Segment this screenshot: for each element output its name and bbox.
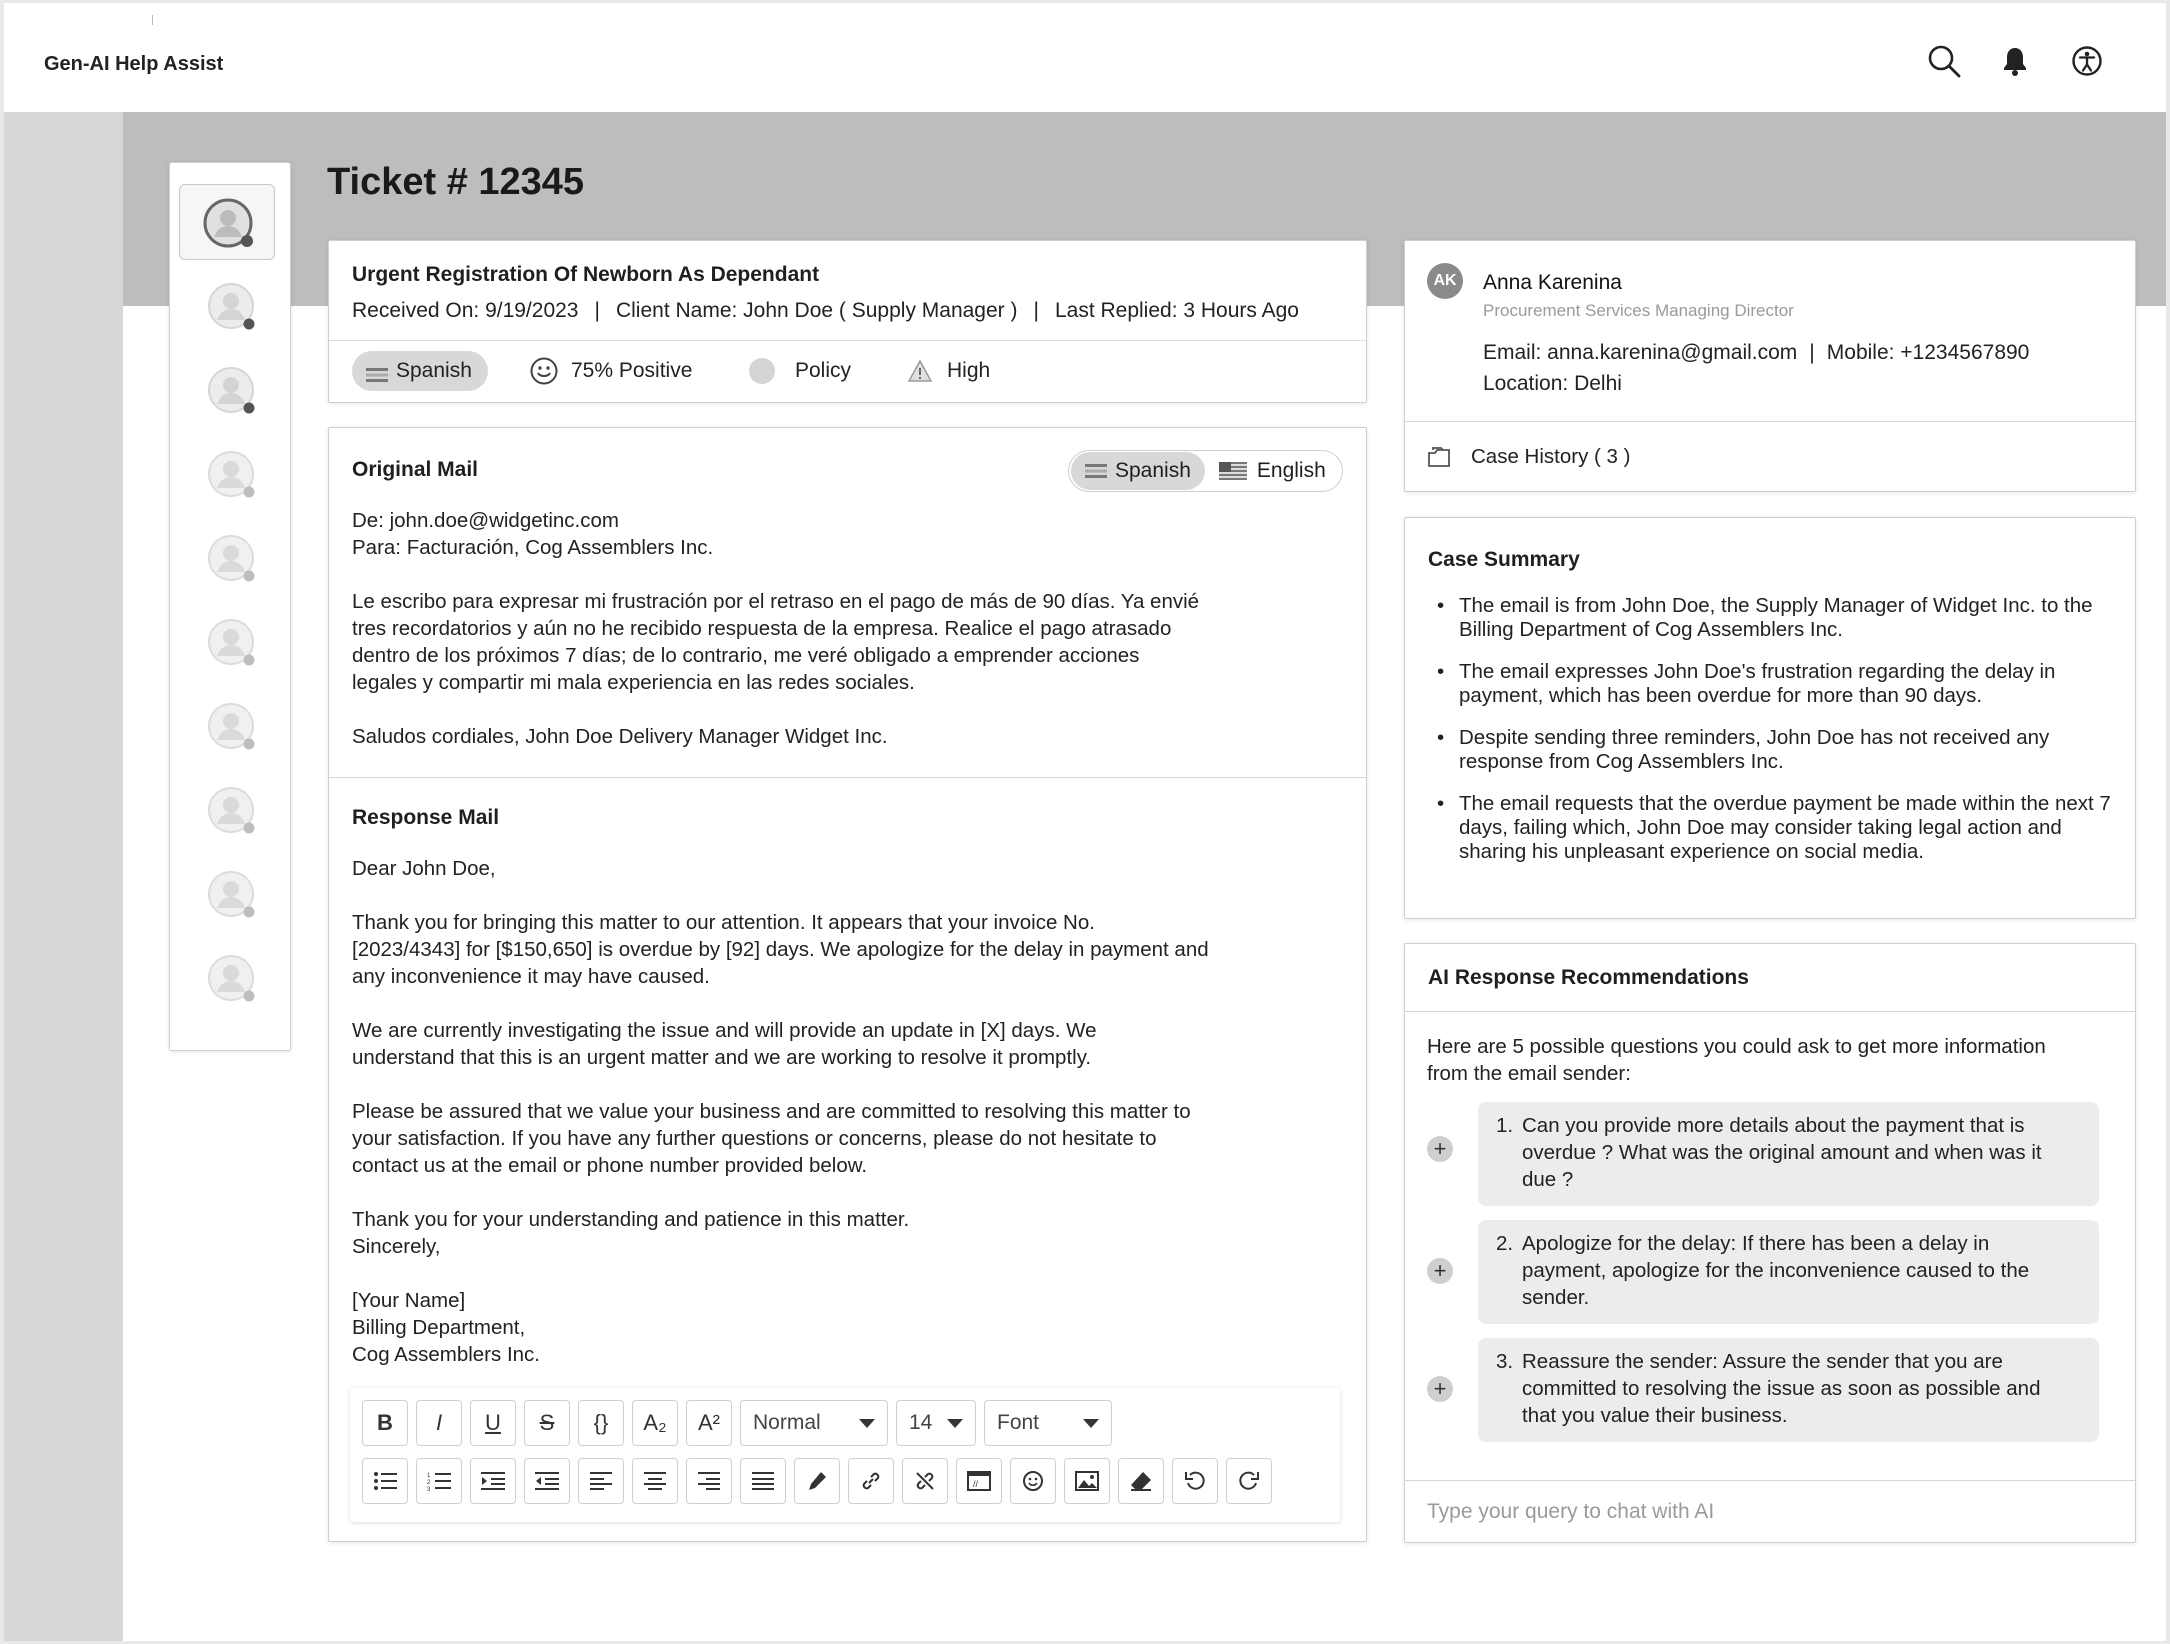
contact-email: Email: anna.karenina@gmail.com <box>1483 341 1798 364</box>
rec-number: 3. <box>1496 1350 1514 1373</box>
chevron-down-icon <box>1083 1419 1099 1428</box>
clear-format-button[interactable] <box>1118 1458 1164 1504</box>
align-center-button[interactable] <box>632 1458 678 1504</box>
numbered-list-button[interactable] <box>416 1458 462 1504</box>
recommendation-2[interactable] <box>1478 1220 2099 1324</box>
add-recommendation-3-button[interactable]: + <box>1427 1376 1453 1402</box>
page-title: Ticket # 12345 <box>327 161 585 203</box>
contact-separator: | <box>1809 341 1815 364</box>
category-tag <box>749 351 851 391</box>
agent-avatar-8[interactable] <box>207 786 255 834</box>
emoji-button[interactable] <box>1010 1458 1056 1504</box>
original-to: Para: Facturación, Cog Assemblers Inc. <box>352 536 714 559</box>
meta-separator: | <box>1033 299 1039 322</box>
justify-icon <box>752 1471 774 1491</box>
top-divider <box>152 15 153 25</box>
ticket-header-card <box>328 240 1367 403</box>
numbered-list-icon <box>427 1471 451 1491</box>
contact-mobile: Mobile: +1234567890 <box>1826 341 2030 364</box>
left-strip <box>4 112 123 1641</box>
align-right-icon <box>698 1471 720 1491</box>
chat-input-area <box>1405 1480 2135 1542</box>
original-body: Le escribo para expresar mi frustración por el retraso en el pago de más de 90 días. Ya envié tres recordatorios y aún no he recibido respuesta de la empresa. Realice el pago atrasado dentro de los próximos 7 días; de lo contrario, me veré obligado a emprender acciones legales y compartir mi mala experiencia en las redes sociales. <box>352 590 1200 694</box>
highlight-button[interactable] <box>794 1458 840 1504</box>
flag-icon <box>1085 464 1107 478</box>
outdent-icon <box>535 1471 559 1491</box>
agent-avatar-7[interactable] <box>207 702 255 750</box>
recommendation-3[interactable] <box>1478 1338 2099 1442</box>
agent-avatar-10[interactable] <box>207 954 255 1002</box>
agent-rail <box>169 162 291 1051</box>
rec-text: Apologize for the delay: If there has been a delay in payment, apologize for the inconvenience caused to the sender. <box>1522 1232 2030 1309</box>
image-icon <box>1075 1471 1099 1491</box>
image-button[interactable] <box>1064 1458 1110 1504</box>
agent-avatar-3[interactable] <box>207 366 255 414</box>
chevron-down-icon <box>947 1419 963 1428</box>
agent-avatar-9[interactable] <box>207 870 255 918</box>
link-button[interactable] <box>848 1458 894 1504</box>
category-tag-label: Policy <box>795 359 852 382</box>
language-tag <box>352 351 488 391</box>
align-left-icon <box>590 1471 612 1491</box>
undo-icon <box>1184 1470 1206 1492</box>
emoji-icon <box>1022 1470 1044 1492</box>
ai-recs-divider <box>1405 1011 2135 1012</box>
subscript-button[interactable]: A₂ <box>632 1400 678 1446</box>
paragraph-style-select[interactable] <box>740 1400 888 1446</box>
chat-input[interactable] <box>1427 1497 2087 1527</box>
font-value: Font <box>997 1411 1040 1434</box>
case-summary-title: Case Summary <box>1428 548 1580 571</box>
pen-icon <box>806 1470 828 1492</box>
case-history-link[interactable] <box>1427 441 1630 473</box>
ticket-subject: Urgent Registration Of Newborn As Dependant <box>352 263 820 286</box>
bell-icon[interactable] <box>1995 41 2035 81</box>
toggle-spanish[interactable] <box>1071 452 1205 490</box>
chevron-down-icon <box>859 1419 875 1428</box>
underline-button[interactable]: U <box>470 1400 516 1446</box>
response-mail-title: Response Mail <box>352 806 500 829</box>
contact-name: Anna Karenina <box>1483 271 1622 294</box>
redo-icon <box>1238 1470 1260 1492</box>
summary-item: • The email requests that the overdue payment be made within the next 7 days, failing which, John Doe may consider taking legal action and sharing his unpleasant experience on social media. <box>1428 792 2118 864</box>
summary-item: • The email is from John Doe, the Supply Manager of Widget Inc. to the Billing Department of Cog Assemblers Inc. <box>1428 594 2118 642</box>
app-page <box>4 3 2166 1641</box>
folder-icon <box>1427 445 1457 469</box>
contact-divider <box>1405 421 2135 422</box>
svg-text:3: 3 <box>427 1487 431 1491</box>
toggle-english-label: English <box>1256 459 1326 482</box>
link-icon <box>860 1470 882 1492</box>
italic-button[interactable]: I <box>416 1400 462 1446</box>
paragraph-style-value: Normal <box>753 1411 821 1434</box>
rec-number: 2. <box>1496 1232 1514 1255</box>
original-signoff: Saludos cordiales, John Doe Delivery Manager Widget Inc. <box>352 725 888 748</box>
code-button[interactable]: {} <box>578 1400 624 1446</box>
ai-recs-intro: Here are 5 possible questions you could ask to get more information from the email sender: <box>1427 1035 2046 1085</box>
received-date: Received On: 9/19/2023 <box>352 299 579 322</box>
align-right-button[interactable] <box>686 1458 732 1504</box>
toggle-english[interactable] <box>1205 452 1340 490</box>
editor-toolbar <box>350 1388 1340 1522</box>
original-mail-title: Original Mail <box>352 458 479 481</box>
contact-role: Procurement Services Managing Director <box>1483 301 1794 320</box>
recommendation-1[interactable] <box>1478 1102 2099 1206</box>
agent-avatar-2[interactable] <box>207 282 255 330</box>
app-title: Gen-AI Help Assist <box>44 53 224 75</box>
flag-icon <box>366 364 388 378</box>
add-recommendation-2-button[interactable]: + <box>1427 1258 1453 1284</box>
response-body[interactable]: Dear John Doe, Thank you for bringing this matter to our attention. It appears that your invoice No. [2023/4343] for [$150,650] is overdue by [92] days. We apologize for the delay in payment and any inconvenience it may have caused. We are currently investigating the issue and will provide an update in [X] days. We understand that this is an urgent matter and we are working to resolve it promptly. Please be assured that we value your business and are committed to resolving this matter to your satisfaction. If you have any further questions or concerns, please do not hesitate to contact us at the email or phone number provided below. Thank you for your understanding and patience in this matter. Sincerely, [Your Name] Billing Department, Cog Assemblers Inc. <box>352 857 1209 1366</box>
indent-button[interactable] <box>470 1458 516 1504</box>
strikethrough-button[interactable]: S <box>524 1400 570 1446</box>
contact-info <box>1483 341 2029 365</box>
client-name: Client Name: John Doe ( Supply Manager ) <box>615 299 1018 322</box>
font-size-value: 14 <box>909 1411 933 1434</box>
justify-button[interactable] <box>740 1458 786 1504</box>
category-dot-icon <box>749 358 775 384</box>
priority-tag-label: High <box>947 359 991 382</box>
case-history-label: Case History ( 3 ) <box>1471 445 1631 468</box>
agent-avatar-5[interactable] <box>207 534 255 582</box>
summary-item: • Despite sending three reminders, John Doe has not received any response from Cog Assemblers Inc. <box>1428 726 2118 774</box>
top-bar <box>4 3 2166 112</box>
warning-icon <box>907 359 933 383</box>
language-tag-label: Spanish <box>396 359 472 382</box>
agent-avatar-6[interactable] <box>207 618 255 666</box>
align-left-button[interactable] <box>578 1458 624 1504</box>
tag-divider <box>329 340 1366 341</box>
rec-number: 1. <box>1496 1114 1514 1137</box>
contact-location: Location: Delhi <box>1483 372 1622 395</box>
redo-button[interactable] <box>1226 1458 1272 1504</box>
mail-divider <box>329 777 1366 778</box>
ai-recs-title: AI Response Recommendations <box>1428 966 1749 989</box>
ticket-meta <box>352 299 1299 323</box>
embed-icon <box>967 1471 991 1491</box>
priority-tag <box>907 351 990 391</box>
unlink-button[interactable] <box>902 1458 948 1504</box>
summary-item: • The email expresses John Doe's frustration regarding the delay in payment, which has been overdue for more than 90 days. <box>1428 660 2118 708</box>
outdent-button[interactable] <box>524 1458 570 1504</box>
bullet-list-icon <box>373 1471 397 1491</box>
bullet-list-button[interactable] <box>362 1458 408 1504</box>
rec-text: Can you provide more details about the payment that is overdue ? What was the original amount and when was it due ? <box>1522 1114 2042 1191</box>
add-recommendation-1-button[interactable]: + <box>1427 1136 1453 1162</box>
sentiment-tag-label: 75% Positive <box>571 359 693 382</box>
case-summary-card <box>1404 517 2136 919</box>
meta-separator: | <box>594 299 600 322</box>
agent-avatar-4[interactable] <box>207 450 255 498</box>
last-replied: Last Replied: 3 Hours Ago <box>1054 299 1299 322</box>
accessibility-icon[interactable] <box>2067 41 2107 81</box>
original-from: De: john.doe@widgetinc.com <box>352 509 619 532</box>
unlink-icon <box>914 1470 936 1492</box>
case-summary-list <box>1428 594 2118 882</box>
svg-text:2: 2 <box>427 1480 431 1486</box>
font-select[interactable] <box>984 1400 1112 1446</box>
eraser-icon <box>1129 1470 1153 1492</box>
smiley-icon <box>529 356 559 386</box>
toggle-spanish-label: Spanish <box>1115 459 1191 482</box>
ai-recommendations-card <box>1404 943 2136 1543</box>
agent-avatar-active[interactable] <box>179 184 275 260</box>
undo-button[interactable] <box>1172 1458 1218 1504</box>
mail-card <box>328 427 1367 1542</box>
embed-button[interactable] <box>956 1458 1002 1504</box>
superscript-button[interactable]: A² <box>686 1400 732 1446</box>
language-toggle[interactable] <box>1068 450 1343 492</box>
contact-card <box>1404 240 2136 492</box>
font-size-select[interactable] <box>896 1400 976 1446</box>
svg-text://: // <box>973 1479 979 1489</box>
rec-text: Reassure the sender: Assure the sender that you are committed to resolving the issue as soon as possible and that you value their business. <box>1522 1350 2041 1427</box>
align-center-icon <box>644 1471 666 1491</box>
search-icon[interactable] <box>1924 41 1964 81</box>
contact-avatar: AK <box>1427 263 1463 299</box>
sentiment-tag <box>529 351 692 391</box>
indent-icon <box>481 1471 505 1491</box>
bold-button[interactable]: B <box>362 1400 408 1446</box>
svg-text:1: 1 <box>427 1473 431 1479</box>
us-flag-icon <box>1219 462 1247 480</box>
